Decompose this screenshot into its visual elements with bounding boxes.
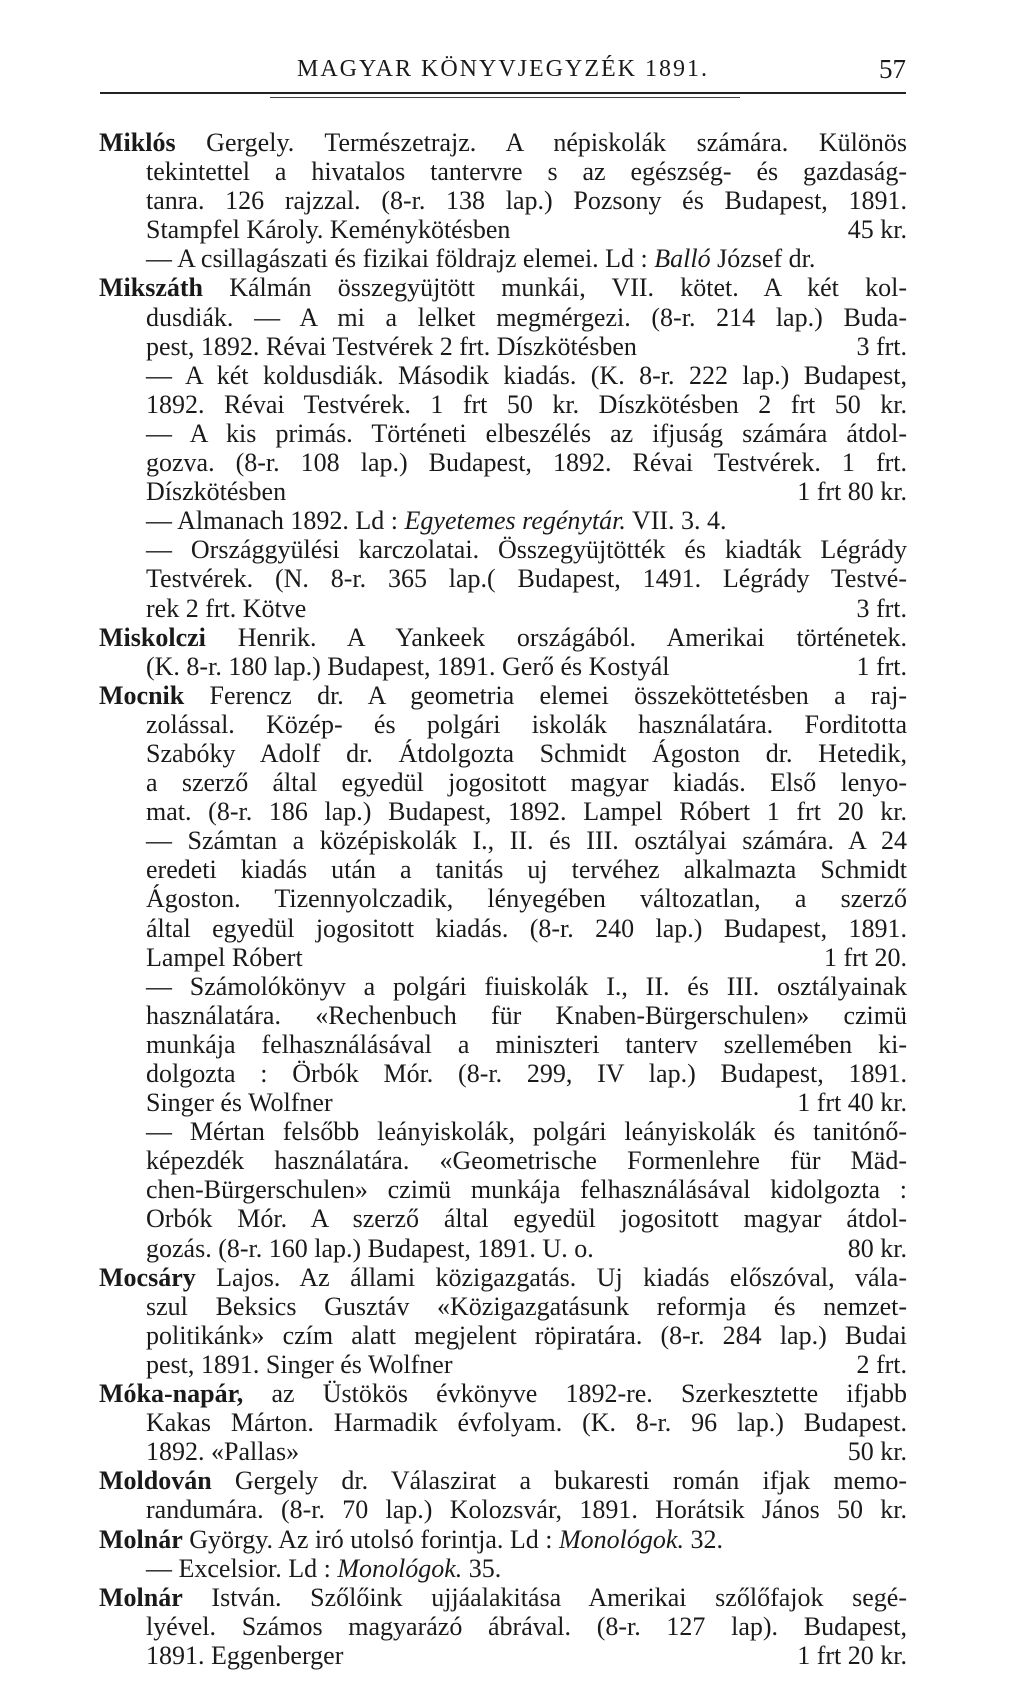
- catalog-line: [99, 972, 907, 1001]
- catalog-line-text: [146, 768, 907, 797]
- entry-text: Kálmán összegyüjtött munkái, VII. kötet. A két kol-: [203, 273, 907, 303]
- entry-text: szul Beksics Gusztáv «Közigazgatásunk reformja és nemzet-: [146, 1291, 907, 1321]
- catalog-line: [99, 652, 907, 681]
- catalog-line-text: [146, 1437, 907, 1466]
- entry-text: Gergely. Természetrajz. A népiskolák számára. Különös: [175, 128, 907, 157]
- entry-text: — Mértan felsőbb leányiskolák, polgári leányiskolák és tanitónő-: [146, 1117, 907, 1147]
- catalog-line-text: [146, 186, 907, 215]
- entry-author: Mikszáth: [99, 273, 203, 303]
- catalog-line: [99, 1292, 907, 1321]
- entry-text: István. Szőlőink ujjáalakitása Amerikai szőlőfajok segé-: [182, 1582, 907, 1612]
- entry-text: György. Az iró utolsó forintja. Ld :: [182, 1524, 560, 1554]
- entry-author: Miklós: [99, 128, 176, 157]
- page-header: [100, 52, 906, 92]
- entry-text: zolással. Közép- és polgári iskolák használatára. Forditotta: [146, 709, 907, 739]
- entry-text: Szabóky Adolf dr. Átdolgozta Schmidt Ágoston dr. Hetedik,: [146, 738, 907, 768]
- catalog-line-text: [146, 215, 907, 244]
- catalog-line-text: [146, 943, 907, 972]
- entry-text: pest, 1892. Révai Testvérek 2 frt. Díszkötésben: [146, 331, 637, 361]
- catalog-line: [99, 157, 907, 186]
- catalog-line: [99, 506, 907, 535]
- price: 1 frt.: [856, 651, 907, 681]
- catalog-line: [99, 1466, 907, 1495]
- catalog-line-text: [146, 1495, 907, 1524]
- entry-text: Ferencz dr. A geometria elemei összeköttetésben a raj-: [184, 680, 907, 710]
- catalog-line-text: [146, 652, 907, 681]
- catalog-line-text: [146, 1088, 907, 1117]
- catalog-line-text: [146, 1030, 907, 1059]
- entry-text: lyével. Számos magyarázó ábrával. (8-r. 127 lap). Budapest,: [146, 1611, 907, 1641]
- entry-text: használatára. «Rechenbuch für Knaben-Bürgerschulen» czimü: [146, 1000, 907, 1030]
- entry-text: — Számtan a középiskolák I., II. és III. osztályai számára. A 24: [146, 826, 907, 856]
- catalog-line-text: [146, 1175, 907, 1204]
- entry-text: tekintettel a hivatalos tantervre s az egészség- és gazdaság-: [146, 157, 907, 187]
- catalog-line-text: [146, 972, 907, 1001]
- entry-text: randumára. (8-r. 70 lap.) Kolozsvár, 1891. Horátsik János 50 kr.: [146, 1495, 907, 1525]
- reference-title: Balló: [654, 244, 711, 274]
- entry-text: — Országgyülési karczolatai. Összegyüjtötték és kiadták Légrády: [146, 535, 907, 565]
- catalog-line: [99, 1641, 907, 1670]
- catalog-line: [99, 215, 907, 244]
- entry-text: Gergely dr. Válaszirat a bukaresti román ifjak memo-: [211, 1466, 907, 1496]
- entry-author: Miskolczi: [99, 622, 206, 652]
- catalog-line: [99, 390, 907, 419]
- reference-title: Monológok.: [559, 1524, 684, 1554]
- catalog-line: [99, 914, 907, 943]
- catalog-line: [99, 1408, 907, 1437]
- catalog-line: [99, 1321, 907, 1350]
- entry-text: Henrik. A Yankeek országából. Amerikai történetek.: [205, 622, 907, 652]
- catalog-line-text: [146, 157, 907, 186]
- entry-text: tanra. 126 rajzzal. (8-r. 138 lap.) Pozsony és Budapest, 1891.: [146, 186, 907, 216]
- catalog-line-text: [146, 884, 907, 913]
- entry-text: Testvérek. (N. 8-r. 365 lap.( Budapest, 1491. Légrády Testvé-: [146, 564, 907, 594]
- price: 3 frt.: [856, 331, 907, 361]
- entry-text: gozva. (8-r. 108 lap.) Budapest, 1892. Révai Testvérek. 1 frt.: [146, 448, 907, 478]
- entry-text: az Üstökös évkönyve 1892-re. Szerkesztette ifjabb: [243, 1379, 907, 1409]
- entry-text: — A csillagászati és fizikai földrajz elemei. Ld :: [146, 244, 655, 274]
- catalog-line: [99, 477, 907, 506]
- entry-author: Mocnik: [99, 680, 185, 710]
- catalog-line: [99, 244, 907, 273]
- catalog-line: [99, 332, 907, 361]
- entry-text: — Excelsior. Ld :: [146, 1553, 338, 1583]
- catalog-line: [99, 739, 907, 768]
- entry-text: gozás. (8-r. 160 lap.) Budapest, 1891. U. o.: [146, 1233, 594, 1263]
- catalog-line: [99, 1059, 907, 1088]
- entry-text: 35.: [462, 1553, 502, 1583]
- catalog-line: [99, 1379, 907, 1408]
- catalog-line-text: [146, 535, 907, 564]
- entry-text: Lajos. Az állami közigazgatás. Uj kiadás előszóval, vála-: [195, 1262, 907, 1292]
- catalog-line: [99, 797, 907, 826]
- entry-text: 1892. Révai Testvérek. 1 frt 50 kr. Díszkötésben 2 frt 50 kr.: [146, 389, 907, 419]
- header-rule-thin: [270, 97, 740, 98]
- catalog-line: [99, 564, 907, 593]
- catalog-line: [99, 681, 907, 710]
- entry-text: — A kis primás. Történeti elbeszélés az ifjuság számára átdol-: [146, 418, 907, 448]
- entry-text: a szerző által egyedül jogositott magyar kiadás. Első lenyo-: [146, 768, 907, 798]
- price: 1 frt 20 kr.: [797, 1640, 907, 1670]
- entry-text: (K. 8-r. 180 lap.) Budapest, 1891. Gerő és Kostyál: [146, 651, 670, 681]
- catalog-line-text: [99, 623, 907, 652]
- catalog-line-text: [146, 914, 907, 943]
- entry-author: Mocsáry: [99, 1262, 196, 1292]
- entry-text: 32.: [683, 1524, 723, 1554]
- catalog-line: [99, 1117, 907, 1146]
- price: 3 frt.: [856, 593, 907, 623]
- catalog-line: [99, 1146, 907, 1175]
- entry-text: Stampfel Károly. Keménykötésben: [146, 215, 511, 245]
- entry-author: Móka-napár,: [99, 1379, 244, 1409]
- page-number: 57: [879, 54, 906, 84]
- entry-text: 1891. Eggenberger: [146, 1640, 344, 1670]
- entry-author: Molnár: [99, 1582, 183, 1612]
- entry-text: Lampel Róbert: [146, 942, 303, 972]
- catalog-line: [99, 186, 907, 215]
- price: 1 frt 20.: [823, 942, 907, 972]
- catalog-line-text: [146, 797, 907, 826]
- catalog-line-text: [99, 1379, 907, 1408]
- catalog-line: [99, 1001, 907, 1030]
- catalog-line: [99, 1204, 907, 1233]
- catalog-line-text: [146, 710, 907, 739]
- catalog-line-text: [146, 1292, 907, 1321]
- catalog-line: [99, 710, 907, 739]
- catalog-line-text: [146, 1234, 907, 1263]
- catalog-line-text: [146, 855, 907, 884]
- entry-text: — Számolókönyv a polgári fiuiskolák I., II. és III. osztályainak: [146, 971, 907, 1001]
- entry-text: Díszkötésben: [146, 477, 287, 507]
- catalog-line-text: [99, 1583, 907, 1612]
- catalog-line: [99, 594, 907, 623]
- price: 1 frt 40 kr.: [797, 1088, 907, 1118]
- catalog-line-text: [146, 564, 907, 593]
- price: 1 frt 80 kr.: [797, 477, 907, 507]
- price: 45 kr.: [847, 215, 907, 245]
- catalog-line-text: [146, 594, 907, 623]
- catalog-line-text: [146, 419, 907, 448]
- entry-author: Moldován: [99, 1466, 212, 1496]
- entry-text: dolgozta : Örbók Mór. (8-r. 299, IV lap.) Budapest, 1891.: [146, 1059, 907, 1088]
- entry-text: 1892. «Pallas»: [146, 1437, 300, 1467]
- catalog-line: [99, 1437, 907, 1466]
- catalog-line-text: [99, 1263, 907, 1292]
- entry-text: Orbók Mór. A szerző által egyedül jogositott magyar átdol-: [146, 1204, 907, 1234]
- entry-text: képezdék használatára. «Geometrische Formenlehre für Mäd-: [146, 1146, 907, 1176]
- reference-title: Monológok.: [337, 1553, 463, 1583]
- entry-text: Ágoston. Tizennyolczadik, lényegében változatlan, a szerző: [146, 884, 907, 914]
- entry-text: rek 2 frt. Kötve: [146, 593, 307, 623]
- catalog-line-text: [146, 477, 907, 506]
- catalog-line: [99, 1175, 907, 1204]
- header-rule: [100, 92, 906, 94]
- catalog-line: [99, 826, 907, 855]
- entry-text: — Almanach 1892. Ld :: [146, 506, 405, 536]
- catalog-line-text: [146, 506, 907, 535]
- catalog-line-text: [146, 1408, 907, 1437]
- catalog-line: [99, 303, 907, 332]
- catalog-line-text: [146, 739, 907, 768]
- catalog-entries: [99, 128, 907, 1670]
- catalog-line-text: [146, 244, 907, 273]
- catalog-line-text: [146, 1612, 907, 1641]
- entry-text: József dr.: [710, 244, 816, 274]
- catalog-line: [99, 623, 907, 652]
- catalog-line: [99, 128, 907, 157]
- catalog-line-text: [146, 1001, 907, 1030]
- catalog-line-text: [146, 1059, 907, 1088]
- catalog-line-text: [146, 1350, 907, 1379]
- catalog-line: [99, 1525, 907, 1554]
- entry-text: mat. (8-r. 186 lap.) Budapest, 1892. Lampel Róbert 1 frt 20 kr.: [146, 797, 907, 827]
- catalog-line-text: [146, 1321, 907, 1350]
- entry-text: VII. 3. 4.: [625, 506, 727, 536]
- catalog-line-text: [99, 681, 907, 710]
- catalog-line: [99, 1612, 907, 1641]
- entry-text: pest, 1891. Singer és Wolfner: [146, 1349, 453, 1379]
- catalog-line: [99, 1554, 907, 1583]
- catalog-line: [99, 448, 907, 477]
- entry-author: Molnár: [99, 1524, 183, 1554]
- catalog-line: [99, 768, 907, 797]
- catalog-line-text: [146, 1146, 907, 1175]
- running-title: MAGYAR KÖNYVJEGYZÉK 1891.: [297, 56, 709, 82]
- catalog-line: [99, 273, 907, 302]
- catalog-line: [99, 855, 907, 884]
- reference-title: Egyetemes regénytár.: [404, 506, 626, 536]
- catalog-line-text: [99, 1525, 907, 1554]
- entry-text: politikánk» czím alatt megjelent röpiratára. (8-r. 284 lap.) Budai: [146, 1320, 907, 1350]
- price: 50 kr.: [847, 1437, 907, 1467]
- catalog-line: [99, 1263, 907, 1292]
- entry-text: dusdiák. — A mi a lelket megmérgezi. (8-r. 214 lap.) Buda-: [146, 302, 907, 332]
- catalog-line-text: [146, 1554, 907, 1583]
- catalog-line: [99, 884, 907, 913]
- catalog-line-text: [146, 1204, 907, 1233]
- catalog-line: [99, 1088, 907, 1117]
- catalog-line-text: [146, 448, 907, 477]
- catalog-line-text: [99, 128, 907, 157]
- catalog-line-text: [146, 390, 907, 419]
- catalog-line: [99, 1234, 907, 1263]
- catalog-line-text: [146, 1117, 907, 1146]
- catalog-line-text: [146, 303, 907, 332]
- catalog-line-text: [146, 1641, 907, 1670]
- catalog-line-text: [146, 361, 907, 390]
- entry-text: — A két koldusdiák. Második kiadás. (K. 8-r. 222 lap.) Budapest,: [146, 360, 907, 390]
- price: 2 frt.: [856, 1349, 907, 1379]
- catalog-line: [99, 1350, 907, 1379]
- price: 80 kr.: [847, 1233, 907, 1263]
- entry-text: Singer és Wolfner: [146, 1088, 333, 1118]
- entry-text: chen-Bürgerschulen» czimü munkája felhasználásával kidolgozta :: [146, 1175, 907, 1205]
- catalog-line-text: [146, 332, 907, 361]
- catalog-line: [99, 943, 907, 972]
- catalog-line: [99, 1495, 907, 1524]
- catalog-line: [99, 361, 907, 390]
- catalog-line-text: [146, 826, 907, 855]
- entry-text: Kakas Márton. Harmadik évfolyam. (K. 8-r. 96 lap.) Budapest.: [146, 1408, 907, 1438]
- catalog-line-text: [99, 273, 907, 302]
- catalog-line: [99, 535, 907, 564]
- entry-text: eredeti kiadás után a tanitás uj tervéhez alkalmazta Schmidt: [146, 855, 907, 885]
- entry-text: által egyedül jogositott kiadás. (8-r. 240 lap.) Budapest, 1891.: [146, 913, 907, 943]
- catalog-line: [99, 1583, 907, 1612]
- catalog-line: [99, 1030, 907, 1059]
- entry-text: munkája felhasználásával a miniszteri tanterv szellemében ki-: [146, 1029, 907, 1059]
- catalog-line-text: [99, 1466, 907, 1495]
- catalog-line: [99, 419, 907, 448]
